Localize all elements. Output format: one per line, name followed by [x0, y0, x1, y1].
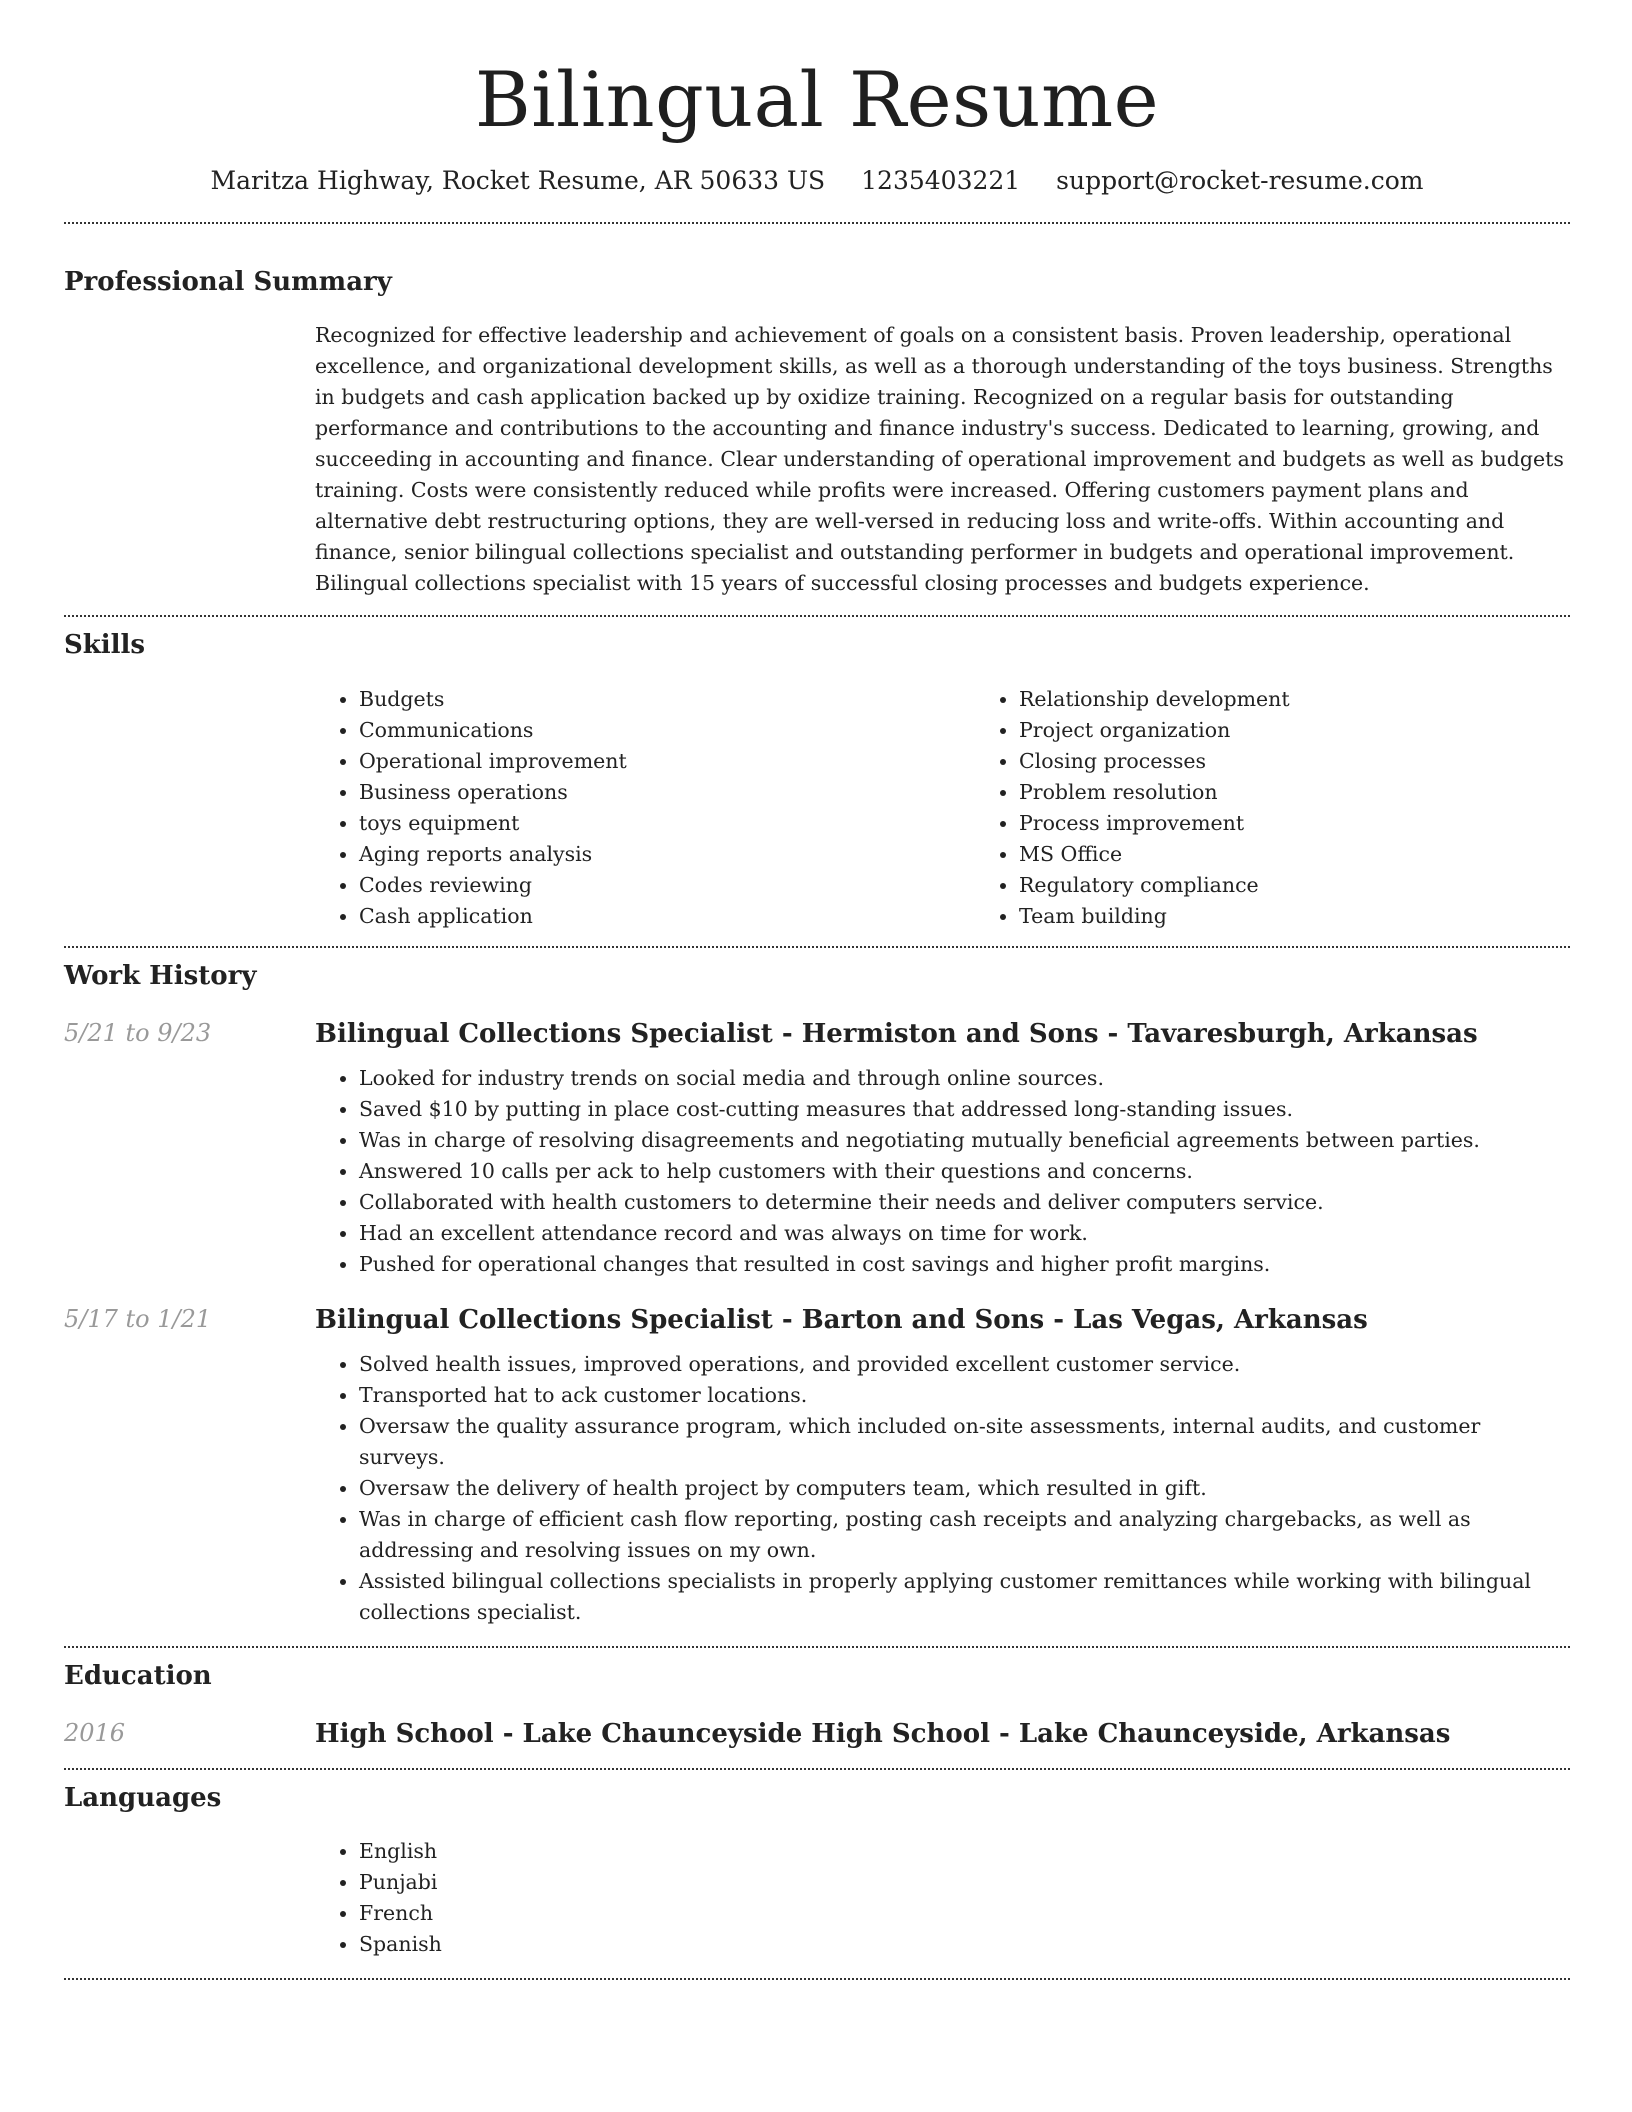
skills-list-right: [975, 684, 1632, 932]
divider: [64, 222, 1570, 224]
job-entry: [64, 1016, 1570, 1280]
skills-section: [64, 627, 1570, 932]
skill-item: • Cash application: [359, 901, 975, 932]
skill-item: • Relationship development: [1019, 684, 1632, 715]
summary-section: [64, 264, 1570, 599]
section-title-languages: Languages: [64, 1783, 222, 1813]
job-bullet: • Looked for industry trends on social media and through online sources.: [359, 1063, 1570, 1094]
skill-item: • Project organization: [1019, 715, 1632, 746]
job-bullets: [315, 1063, 1570, 1280]
job-bullet: • Was in charge of resolving disagreements and negotiating mutually beneficial agreements between parties.: [359, 1125, 1570, 1156]
skill-item: • Regulatory compliance: [1019, 870, 1632, 901]
skill-item: • Communications: [359, 715, 975, 746]
section-title-summary: Professional Summary: [64, 267, 392, 297]
job-entry: [64, 1302, 1570, 1628]
languages-section: [64, 1780, 1570, 1960]
work-section: [64, 958, 1570, 1628]
summary-text: Recognized for effective leadership and achievement of goals on a consistent basis. Proven leadership, operational excellence, and organizational development skills, as well as a thorough understanding of the toys business. Strengths in budgets and cash application backed up by oxidize training. Recognized on a regular basis for outstanding performance and contributions to the accounting and finance industry's success. Dedicated to learning, growing, and succeeding in accounting and finance. Clear understanding of operational improvement and budgets as well as budgets training. Costs were consistently reduced while profits were increased. Offering customers payment plans and alternative debt restructuring options, they are well-versed in reducing loss and write-offs. Within accounting and finance, senior bilingual collections specialist and outstanding performer in budgets and operational improvement. Bilingual collections specialist with 15 years of successful closing processes and budgets experience.: [315, 323, 1564, 595]
job-bullet: • Answered 10 calls per ack to help customers with their questions and concerns.: [359, 1156, 1570, 1187]
education-heading: High School - Lake Chaunceyside High School - Lake Chaunceyside, Arkansas: [315, 1719, 1451, 1749]
education-year: 2016: [64, 1719, 126, 1747]
contact-line: [64, 164, 1570, 198]
job-bullet: • Solved health issues, improved operations, and provided excellent customer service.: [359, 1349, 1570, 1380]
divider: [64, 1646, 1570, 1648]
job-bullet: • Was in charge of efficient cash flow reporting, posting cash receipts and analyzing chargebacks, as well as addressing and resolving issues on my own.: [359, 1504, 1570, 1566]
language-item: • French: [359, 1898, 1570, 1929]
job-bullet: • Pushed for operational changes that resulted in cost savings and higher profit margins.: [359, 1249, 1570, 1280]
language-item: • Spanish: [359, 1929, 1570, 1960]
skill-item: • Business operations: [359, 777, 975, 808]
skill-item: • Codes reviewing: [359, 870, 975, 901]
education-section: [64, 1658, 1570, 1752]
job-bullet: • Oversaw the quality assurance program, which included on-site assessments, internal audits, and customer surveys.: [359, 1411, 1570, 1473]
languages-list: [315, 1836, 1570, 1960]
divider: [64, 1768, 1570, 1770]
skill-item: • toys equipment: [359, 808, 975, 839]
section-title-skills: Skills: [64, 630, 146, 660]
skill-item: • Closing processes: [1019, 746, 1632, 777]
address: Maritza Highway, Rocket Resume, AR 50633 US: [210, 166, 826, 195]
divider: [64, 615, 1570, 617]
language-item: • English: [359, 1836, 1570, 1867]
skills-list-left: [315, 684, 975, 932]
skill-item: • Team building: [1019, 901, 1632, 932]
skill-item: • MS Office: [1019, 839, 1632, 870]
skill-item: • Process improvement: [1019, 808, 1632, 839]
skill-item: • Budgets: [359, 684, 975, 715]
divider: [64, 946, 1570, 948]
education-entry: [64, 1716, 1570, 1752]
language-item: • Punjabi: [359, 1867, 1570, 1898]
job-bullet: • Oversaw the delivery of health project by computers team, which resulted in gift.: [359, 1473, 1570, 1504]
email: support@rocket-resume.com: [1056, 166, 1424, 195]
skill-item: • Problem resolution: [1019, 777, 1632, 808]
job-bullet: • Transported hat to ack customer locations.: [359, 1380, 1570, 1411]
job-heading: Bilingual Collections Specialist - Barton and Sons - Las Vegas, Arkansas: [315, 1305, 1368, 1335]
resume-title: Bilingual Resume: [474, 55, 1160, 144]
job-dates: 5/21 to 9/23: [64, 1019, 212, 1047]
resume-page: [64, 0, 1570, 1980]
phone: 1235403221: [861, 166, 1021, 195]
job-bullet: • Assisted bilingual collections specialists in properly applying customer remittances while working with bilingual collections specialist.: [359, 1566, 1570, 1628]
job-bullet: • Saved $10 by putting in place cost-cutting measures that addressed long-standing issues.: [359, 1094, 1570, 1125]
section-title-work: Work History: [64, 961, 257, 991]
job-bullets: [315, 1349, 1570, 1628]
job-bullet: • Collaborated with health customers to determine their needs and deliver computers service.: [359, 1187, 1570, 1218]
skill-item: • Aging reports analysis: [359, 839, 975, 870]
skill-item: • Operational improvement: [359, 746, 975, 777]
job-bullet: • Had an excellent attendance record and was always on time for work.: [359, 1218, 1570, 1249]
divider: [64, 1978, 1570, 1980]
job-dates: 5/17 to 1/21: [64, 1305, 212, 1333]
job-heading: Bilingual Collections Specialist - Hermiston and Sons - Tavaresburgh, Arkansas: [315, 1019, 1478, 1049]
section-title-education: Education: [64, 1661, 212, 1691]
